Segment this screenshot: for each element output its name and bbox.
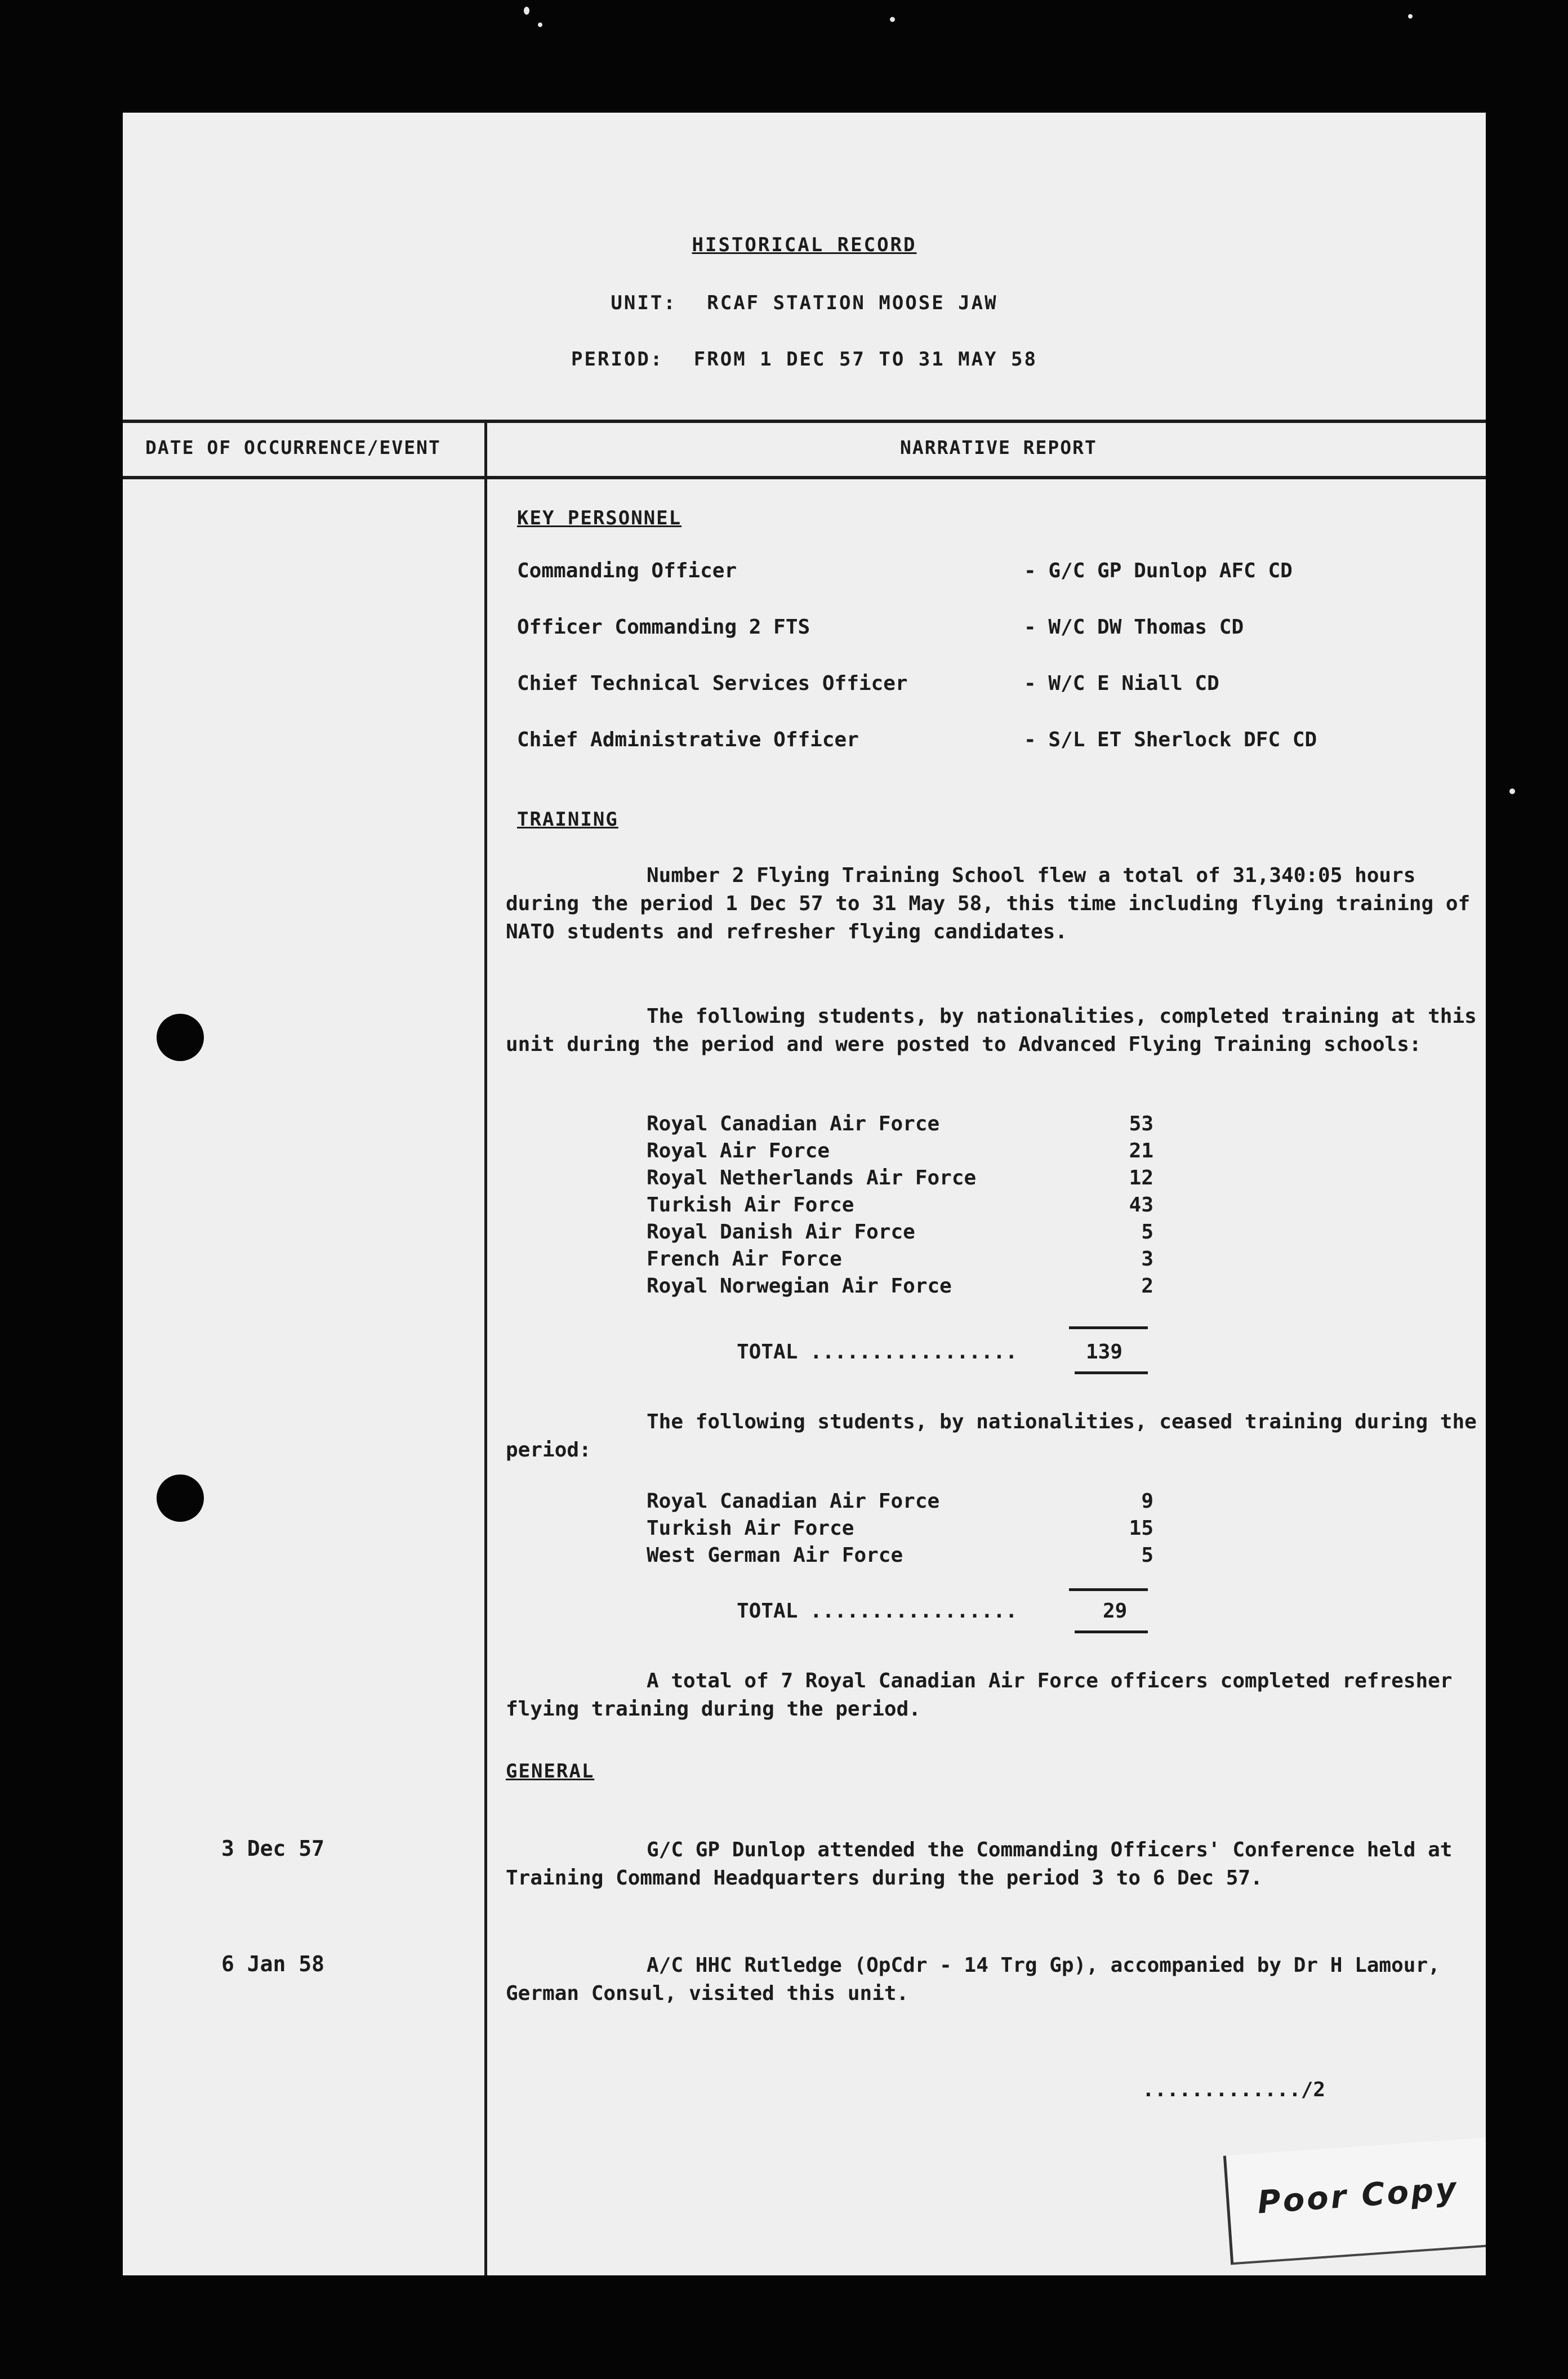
document-title: HISTORICAL RECORD [692, 234, 917, 256]
ceased-students-list [647, 1490, 1153, 1571]
training-paragraph: The following students, by nationalities, completed training at this unit during the period and were posted to Advanced Flying Training schools: [506, 1005, 1477, 1056]
list-item: Royal Canadian Air Force 9 [647, 1490, 1153, 1513]
list-item: Turkish Air Force 43 [647, 1193, 1153, 1217]
ceased-total-label: TOTAL ................. [737, 1600, 1018, 1623]
unit-value: RCAF STATION MOOSE JAW [707, 292, 998, 314]
list-item: Royal Netherlands Air Force 12 [647, 1166, 1153, 1190]
punch-hole [157, 1474, 204, 1522]
column-divider [484, 420, 487, 2275]
completed-total-label: TOTAL ................. [737, 1340, 1018, 1364]
list-item: French Air Force 3 [647, 1248, 1153, 1271]
training-paragraph: Number 2 Flying Training School flew a total of 31,340:05 hours during the period 1 Dec 57 to 31 May 58, this time including flying training of NATO students and refresher flying candidates. [506, 864, 1471, 943]
personnel-role: Chief Technical Services Officer [517, 672, 908, 695]
header-rule-top [123, 420, 1486, 423]
total-rule [1069, 1326, 1148, 1329]
personnel-role: Commanding Officer [517, 559, 737, 582]
personnel-role: Chief Administrative Officer [517, 728, 859, 751]
unit-line [123, 292, 1486, 314]
list-item: Royal Air Force 21 [647, 1139, 1153, 1162]
dust-speck [524, 7, 529, 15]
total-underline [1075, 1630, 1148, 1633]
personnel-role: Officer Commanding 2 FTS [517, 616, 810, 639]
period-label: PERIOD: [571, 348, 664, 371]
completed-total-value: 139 [1086, 1340, 1123, 1364]
key-personnel-heading: KEY PERSONNEL [517, 507, 682, 529]
total-underline [1075, 1371, 1148, 1374]
completed-students-list [647, 1112, 1153, 1302]
training-heading: TRAINING [517, 808, 618, 831]
general-heading: GENERAL [506, 1760, 595, 1783]
column-header-narrative: NARRATIVE REPORT [900, 436, 1097, 458]
training-paragraph: The following students, by nationalities, ceased training during the period: [506, 1410, 1477, 1462]
personnel-name: - G/C GP Dunlop AFC CD [1024, 559, 1293, 582]
dust-speck [1509, 788, 1515, 794]
personnel-name: - W/C E Niall CD [1024, 672, 1219, 695]
list-item: Royal Norwegian Air Force 2 [647, 1275, 1153, 1298]
column-header-date: DATE OF OCCURRENCE/EVENT [145, 436, 441, 458]
punch-hole [157, 1014, 204, 1061]
list-item: West German Air Force 5 [647, 1544, 1153, 1567]
training-paragraph: A total of 7 Royal Canadian Air Force officers completed refresher flying training during the period. [506, 1669, 1453, 1721]
dust-speck [1408, 14, 1413, 19]
event-date: 6 Jan 58 [221, 1952, 325, 1976]
header-rule-bottom [123, 476, 1486, 479]
document-page [123, 113, 1486, 2275]
list-item: Turkish Air Force 15 [647, 1517, 1153, 1540]
handwritten-note-text: Poor Copy [1256, 2170, 1460, 2221]
personnel-name: - S/L ET Sherlock DFC CD [1024, 728, 1317, 751]
ceased-total-value: 29 [1103, 1600, 1128, 1623]
event-text: A/C HHC Rutledge (OpCdr - 14 Trg Gp), accompanied by Dr H Lamour, German Consul, visited this unit. [506, 1954, 1440, 2005]
list-item: Royal Danish Air Force 5 [647, 1220, 1153, 1244]
unit-label: UNIT: [611, 292, 677, 314]
dust-speck [538, 23, 542, 27]
dust-speck [890, 17, 895, 22]
list-item: Royal Canadian Air Force 53 [647, 1112, 1153, 1135]
period-value: FROM 1 DEC 57 TO 31 MAY 58 [693, 348, 1037, 371]
handwritten-note-slip [1223, 2136, 1486, 2265]
total-rule [1069, 1588, 1148, 1591]
event-date: 3 Dec 57 [221, 1836, 325, 1861]
page-continuation: ............./2 [1142, 2078, 1326, 2101]
personnel-name: - W/C DW Thomas CD [1024, 616, 1244, 639]
period-line [123, 348, 1486, 371]
event-text: G/C GP Dunlop attended the Commanding Officers' Conference held at Training Command Headquarters during the period 3 to 6 Dec 57. [506, 1838, 1453, 1890]
